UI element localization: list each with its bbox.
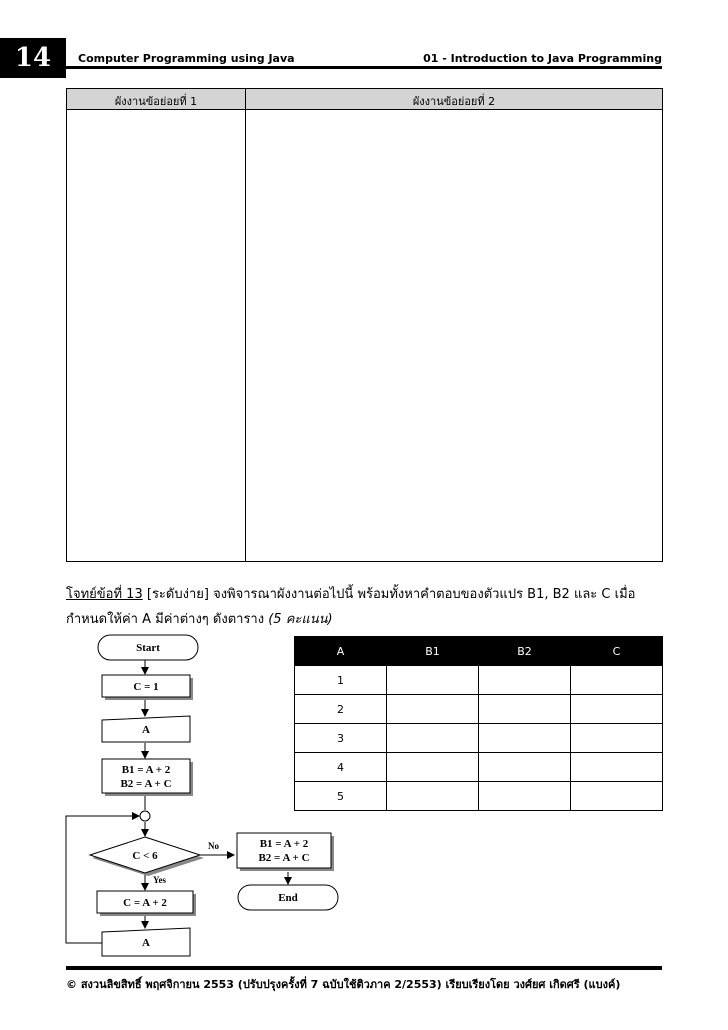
c-answer-cell[interactable] <box>571 666 663 695</box>
calc-2-line-1: B1 = A + 2 <box>259 838 309 850</box>
calc-2-line-2: B2 = A + C <box>258 852 310 864</box>
question-level: [ระดับง่าย] <box>146 587 209 602</box>
table-row <box>295 782 663 811</box>
chapter-title: 01 - Introduction to Java Programming <box>423 52 662 65</box>
loop-connector <box>140 811 150 821</box>
question-text-2: กำหนดให้ค่า A มีค่าต่างๆ ดังตาราง <box>66 612 269 627</box>
b2-answer-cell[interactable] <box>479 782 571 811</box>
footer-rule <box>66 966 662 970</box>
end-label: End <box>278 892 298 904</box>
value-table-header <box>295 637 663 666</box>
c-answer-cell[interactable] <box>571 695 663 724</box>
a-value: 1 <box>295 666 387 695</box>
b2-answer-cell[interactable] <box>479 666 571 695</box>
book-title: Computer Programming using Java <box>78 52 295 65</box>
start-label: Start <box>136 642 160 654</box>
table-row <box>295 695 663 724</box>
subquestion-2-header: ผังงานข้อย่อยที่ 2 <box>412 95 496 108</box>
c-answer-cell[interactable] <box>571 782 663 811</box>
b1-answer-cell[interactable] <box>387 695 479 724</box>
table-row <box>295 753 663 782</box>
yes-label: Yes <box>153 875 166 885</box>
b2-answer-cell[interactable] <box>479 724 571 753</box>
b1-answer-cell[interactable] <box>387 666 479 695</box>
a-value: 4 <box>295 753 387 782</box>
header-a: A <box>295 637 387 666</box>
subquestion-answer-table <box>66 88 663 562</box>
table-row <box>295 724 663 753</box>
a-value: 2 <box>295 695 387 724</box>
subquestion-1-header: ผังงานข้อย่อยที่ 1 <box>114 95 198 108</box>
b1-answer-cell[interactable] <box>387 753 479 782</box>
increment-label: C = A + 2 <box>123 897 167 909</box>
c-answer-cell[interactable] <box>571 753 663 782</box>
header-b2: B2 <box>479 637 571 666</box>
header-b1: B1 <box>387 637 479 666</box>
question-text-1: จงพิจารณาผังงานต่อไปนี้ พร้อมทั้งหาคำตอบของตัวแปร B1, B2 และ C เมื่อ <box>208 587 636 602</box>
header-rule <box>66 66 662 69</box>
a-value: 5 <box>295 782 387 811</box>
input-a-label: A <box>142 724 150 736</box>
value-table <box>294 636 663 811</box>
decision-label: C < 6 <box>132 850 158 862</box>
question-label: โจทย์ข้อที่ 13 <box>66 587 143 602</box>
b1-answer-cell[interactable] <box>387 724 479 753</box>
header-c: C <box>571 637 663 666</box>
a-value: 3 <box>295 724 387 753</box>
b2-answer-cell[interactable] <box>479 695 571 724</box>
no-label: No <box>208 841 219 851</box>
b1-answer-cell[interactable] <box>387 782 479 811</box>
subquestion-table-header <box>67 89 662 110</box>
question-score: (5 คะแนน) <box>268 612 333 627</box>
calc-1-line-2: B2 = A + C <box>120 778 172 790</box>
table-row <box>295 666 663 695</box>
calc-1-line-1: B1 = A + 2 <box>121 764 171 776</box>
init-label: C = 1 <box>133 681 159 693</box>
question-line-1 <box>66 583 635 604</box>
b2-answer-cell[interactable] <box>479 753 571 782</box>
footer-copyright: © สงวนลิขสิทธิ์ พฤศจิกายน 2553 (ปรับปรุงครั้งที่ 7 ฉบับใช้ติวภาค 2/2553) เรียบเรียงโดย วงศ์ยศ เกิดศรี (แบงค์) <box>66 978 621 991</box>
input-a-bottom-label: A <box>142 937 150 949</box>
page-number: 14 <box>0 38 66 78</box>
column-divider <box>245 89 246 561</box>
c-answer-cell[interactable] <box>571 724 663 753</box>
